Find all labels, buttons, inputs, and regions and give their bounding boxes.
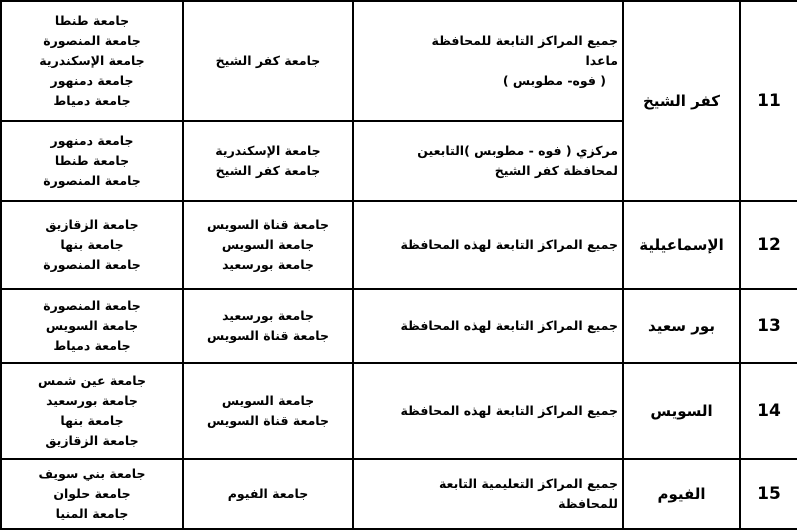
university-line: جامعة المنيا	[55, 506, 129, 521]
row-number: 15	[740, 459, 797, 529]
assigned-university	[183, 289, 353, 363]
row-number: 13	[740, 289, 797, 363]
areas-line: ماعدا	[585, 53, 618, 68]
areas-line: جميع المراكز التعليمية التابعة	[438, 476, 618, 491]
table-row	[1, 363, 797, 459]
university-line: جامعة حلوان	[53, 486, 131, 501]
areas-line: للمحافظة	[558, 496, 618, 511]
assigned-university	[183, 459, 353, 529]
table-row	[1, 201, 797, 289]
university-line: جامعة الإسكندرية	[215, 143, 321, 158]
affiliated-areas	[353, 289, 623, 363]
row-number: 12	[740, 201, 797, 289]
university-line: جامعة كفر الشيخ	[215, 53, 321, 68]
other-universities	[1, 121, 183, 201]
university-line: جامعة السويس	[221, 393, 315, 408]
areas-line: ( فوه- مطوبس )	[502, 73, 606, 88]
affiliated-areas	[353, 121, 623, 201]
university-line: جامعة السويس	[221, 237, 315, 252]
university-line: جامعة كفر الشيخ	[215, 163, 321, 178]
assigned-university	[183, 201, 353, 289]
university-line: جامعة عين شمس	[37, 373, 146, 388]
row-number: 11	[740, 1, 797, 201]
university-line: جامعة الزقازيق	[45, 433, 139, 448]
university-line: جامعة قناة السويس	[206, 217, 330, 232]
university-line: جامعة الإسكندرية	[39, 53, 145, 68]
other-universities	[1, 289, 183, 363]
other-universities	[1, 1, 183, 121]
other-universities	[1, 201, 183, 289]
university-line: جامعة قناة السويس	[206, 413, 330, 428]
affiliated-areas	[353, 363, 623, 459]
university-line: جامعة الفيوم	[227, 486, 309, 501]
table-row	[1, 289, 797, 363]
university-line: جامعة قناة السويس	[206, 328, 330, 343]
table-row	[1, 1, 797, 121]
governorate-name: الإسماعيلية	[623, 201, 740, 289]
affiliated-areas	[353, 201, 623, 289]
assigned-university	[183, 363, 353, 459]
university-line: جامعة دمياط	[53, 338, 131, 353]
university-line: جامعة المنصورة	[43, 257, 141, 272]
governorate-name: السويس	[623, 363, 740, 459]
university-line: جامعة بورسعيد	[222, 257, 314, 272]
areas-line: لمحافظة كفر الشيخ	[494, 163, 618, 178]
university-line: جامعة بني سويف	[38, 466, 146, 481]
other-universities	[1, 363, 183, 459]
university-line: جامعة بورسعيد	[222, 308, 314, 323]
university-line: جامعة طنطا	[54, 13, 130, 28]
university-line: جامعة طنطا	[54, 153, 130, 168]
university-line: جامعة بنها	[60, 413, 124, 428]
university-line: جامعة دمياط	[53, 93, 131, 108]
governorate-name: بور سعيد	[623, 289, 740, 363]
university-line: جامعة المنصورة	[43, 298, 141, 313]
governorate-name: الفيوم	[623, 459, 740, 529]
governorate-name: كفر الشيخ	[623, 1, 740, 201]
areas-line: جميع المراكز التابعة لهذه المحافظة	[400, 318, 618, 333]
assigned-university	[183, 1, 353, 121]
areas-line: جميع المراكز التابعة لهذه المحافظة	[400, 403, 618, 418]
other-universities	[1, 459, 183, 529]
university-line: جامعة السويس	[45, 318, 139, 333]
university-line: جامعة المنصورة	[43, 173, 141, 188]
table-row	[1, 459, 797, 529]
areas-line: جميع المراكز التابعة للمحافظة	[431, 33, 618, 48]
university-line: جامعة دمنهور	[50, 133, 134, 148]
row-number: 14	[740, 363, 797, 459]
areas-line: مركزي ( فوه - مطوبس )التابعين	[417, 143, 618, 158]
university-line: جامعة بورسعيد	[46, 393, 138, 408]
areas-line: جميع المراكز التابعة لهذه المحافظة	[400, 237, 618, 252]
assigned-university	[183, 121, 353, 201]
university-line: جامعة دمنهور	[50, 73, 134, 88]
affiliated-areas	[353, 1, 623, 121]
university-line: جامعة المنصورة	[43, 33, 141, 48]
university-line: جامعة بنها	[60, 237, 124, 252]
university-line: جامعة الزقازيق	[45, 217, 139, 232]
affiliated-areas	[353, 459, 623, 529]
